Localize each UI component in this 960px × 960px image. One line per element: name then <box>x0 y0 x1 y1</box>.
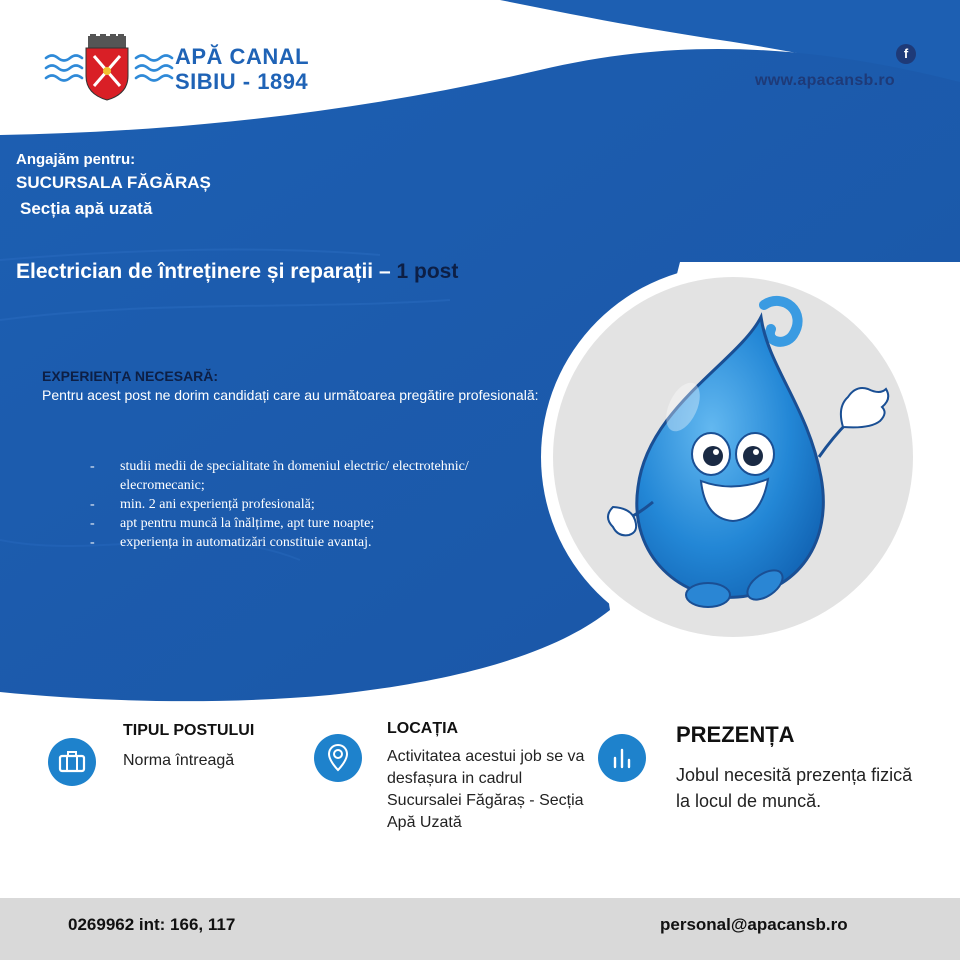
job-count: 1 post <box>396 260 459 283</box>
bar-chart-icon <box>598 734 646 782</box>
brand-name <box>175 44 309 94</box>
hiring-label: Angajăm pentru: <box>16 151 136 168</box>
hiring-block <box>16 150 211 222</box>
location-heading: LOCAȚIA <box>387 720 459 737</box>
job-title <box>16 260 458 284</box>
requirement-item: - studii medii de specialitate în domeniul electric/ electrotehnic/ elecromecanic; <box>90 457 510 495</box>
requirement-item: - min. 2 ani experiență profesională; <box>90 495 510 514</box>
briefcase-icon <box>48 738 96 786</box>
job-title-text: Electrician de întreținere și reparații – <box>16 260 391 283</box>
brand-line1: APĂ CANAL <box>175 44 310 69</box>
bar-chart-icon-graphic <box>611 747 633 769</box>
water-drop-mascot <box>533 257 933 657</box>
requirement-item: - experiența in automatizări constituie avantaj. <box>90 533 510 552</box>
job-type-heading: TIPUL POSTULUI <box>123 722 255 739</box>
location-text: Activitatea acestui job se va desfașura in cadrul Sucursalei Făgăraș - Secția Apă Uzată <box>387 748 585 831</box>
experience-block <box>42 367 542 550</box>
requirements-list <box>90 457 510 552</box>
requirement-item: - apt pentru muncă la înălțime, apt ture noapte; <box>90 514 510 533</box>
job-type-text: Norma întreagă <box>123 752 235 769</box>
section-name: Secția apă uzată <box>20 199 153 218</box>
presence-text: Jobul necesită prezența fizică la locul de muncă. <box>676 765 913 811</box>
phone-number[interactable]: 0269962 int: 166, 117 <box>68 915 236 934</box>
location-pin-icon <box>314 734 362 782</box>
experience-heading: EXPERIENȚA NECESARĂ: <box>42 368 219 384</box>
brand-line2: SIBIU - 1894 <box>175 69 309 94</box>
email-address[interactable]: personal@apacansb.ro <box>660 915 848 934</box>
briefcase-icon-graphic <box>58 751 86 773</box>
facebook-icon[interactable]: f <box>896 44 916 64</box>
branch-name: SUCURSALA FĂGĂRAȘ <box>16 173 211 192</box>
location-pin-icon-graphic <box>327 743 349 773</box>
experience-intro: Pentru acest post ne dorim candidați care au următoarea pregătire profesională: <box>42 387 539 403</box>
presence-heading: PREZENȚA <box>676 722 795 747</box>
website-link[interactable]: www.apacansb.ro <box>755 72 895 89</box>
